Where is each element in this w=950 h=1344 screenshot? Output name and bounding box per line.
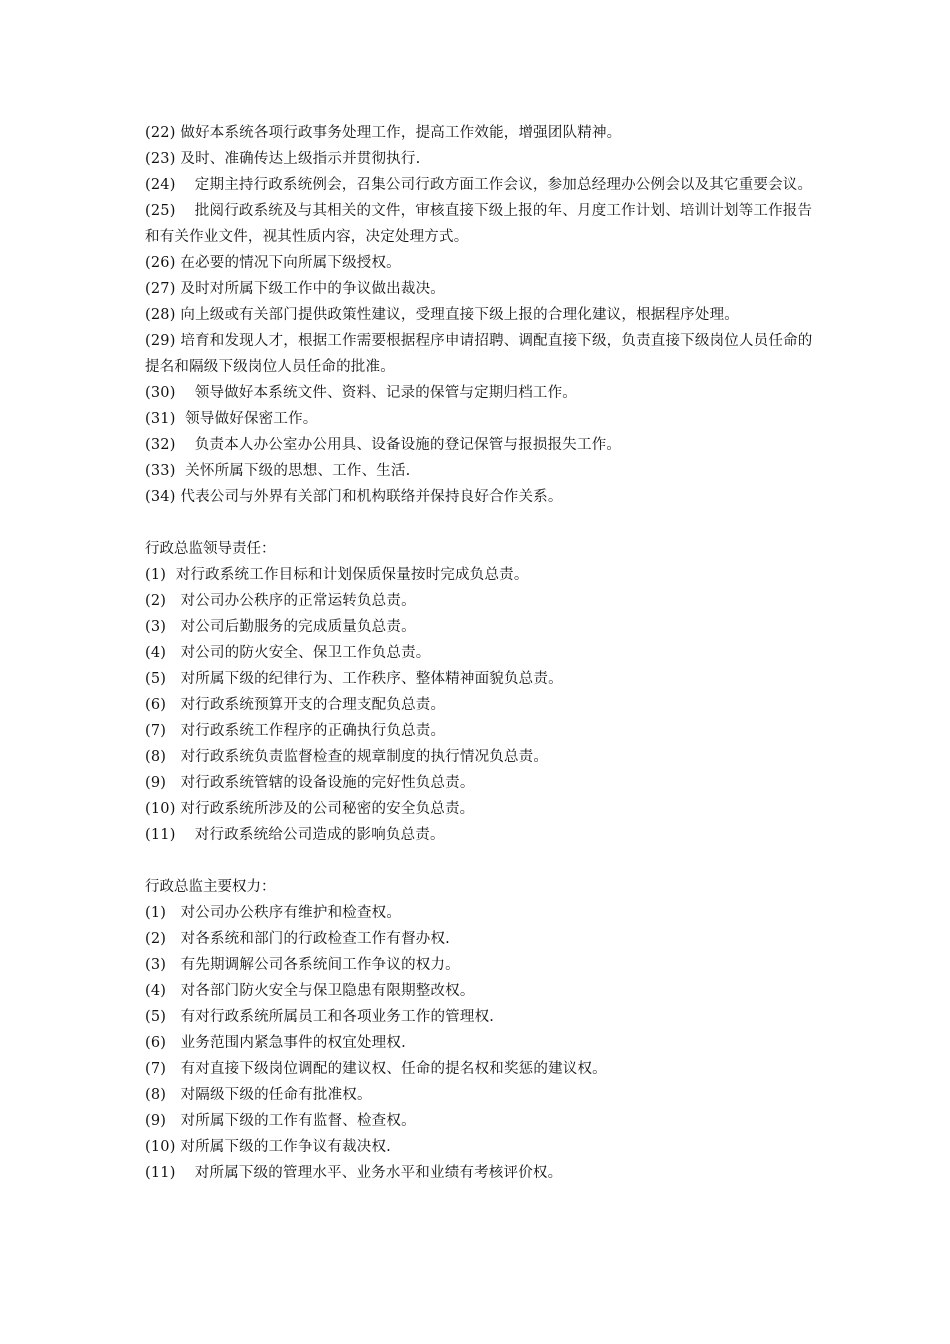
section-spacer <box>145 848 815 874</box>
list-item: (9) 对行政系统管辖的设备设施的完好性负总责。 <box>145 775 475 791</box>
list-item: (32) 负责本人办公室办公用具、设备设施的登记保管与报损报失工作。 <box>145 437 622 453</box>
list-item: (34) 代表公司与外界有关部门和机构联络并保持良好合作关系。 <box>145 489 563 505</box>
list-item: (11) 对所属下级的管理水平、业务水平和业绩有考核评价权。 <box>145 1165 563 1181</box>
document-page <box>145 120 815 1186</box>
list-item: (10) 对行政系统所涉及的公司秘密的安全负总责。 <box>145 801 475 817</box>
list-item: (27) 及时对所属下级工作中的争议做出裁决。 <box>145 281 445 297</box>
list-item: (31) 领导做好保密工作。 <box>145 411 318 427</box>
section-spacer <box>145 510 815 536</box>
list-item: (8) 对隔级下级的任命有批准权。 <box>145 1087 372 1103</box>
section-main-powers <box>145 874 815 1186</box>
list-item: (3) 对公司后勤服务的完成质量负总责。 <box>145 619 416 635</box>
list-item: (25) 批阅行政系统及与其相关的文件，审核直接下级上报的年、月度工作计划、培训计划等工作报告和有关作业文件，视其性质内容，决定处理方式。 <box>145 203 813 245</box>
list-item: (5) 有对行政系统所属员工和各项业务工作的管理权. <box>145 1009 495 1025</box>
list-item: (4) 对各部门防火安全与保卫隐患有限期整改权。 <box>145 983 475 999</box>
list-item: (2) 对公司办公秩序的正常运转负总责。 <box>145 593 416 609</box>
list-item: (2) 对各系统和部门的行政检查工作有督办权. <box>145 931 450 947</box>
list-item: (6) 业务范围内紧急事件的权宜处理权. <box>145 1035 406 1051</box>
list-item: (7) 对行政系统工作程序的正确执行负总责。 <box>145 723 446 739</box>
list-item: (26) 在必要的情况下向所属下级授权。 <box>145 255 401 271</box>
list-item: (22) 做好本系统各项行政事务处理工作，提高工作效能，增强团队精神。 <box>145 125 622 141</box>
list-item: (1) 对行政系统工作目标和计划保质保量按时完成负总责。 <box>145 567 529 583</box>
list-item: (8) 对行政系统负责监督检查的规章制度的执行情况负总责。 <box>145 749 549 765</box>
list-item: (7) 有对直接下级岗位调配的建议权、任命的提名权和奖惩的建议权。 <box>145 1061 607 1077</box>
section-heading: 行政总监领导责任： <box>145 541 276 557</box>
section-leadership-responsibility <box>145 536 815 848</box>
list-item: (33) 关怀所属下级的思想、工作、生活. <box>145 463 411 479</box>
section-heading: 行政总监主要权力： <box>145 879 276 895</box>
list-item: (6) 对行政系统预算开支的合理支配负总责。 <box>145 697 446 713</box>
section-duties-continued <box>145 120 815 510</box>
list-item: (11) 对行政系统给公司造成的影响负总责。 <box>145 827 445 843</box>
list-item: (29) 培育和发现人才，根据工作需要根据程序申请招聘、调配直接下级，负责直接下级岗位人员任命的提名和隔级下级岗位人员任命的批准。 <box>145 333 813 375</box>
list-item: (10) 对所属下级的工作争议有裁决权. <box>145 1139 391 1155</box>
list-item: (28) 向上级或有关部门提供政策性建议，受理直接下级上报的合理化建议，根据程序处理。 <box>145 307 739 323</box>
list-item: (3) 有先期调解公司各系统间工作争议的权力。 <box>145 957 460 973</box>
list-item: (4) 对公司的防火安全、保卫工作负总责。 <box>145 645 431 661</box>
list-item: (1) 对公司办公秩序有维护和检查权。 <box>145 905 402 921</box>
list-item: (24) 定期主持行政系统例会，召集公司行政方面工作会议，参加总经理办公例会以及其它重要会议。 <box>145 177 813 193</box>
list-item: (30) 领导做好本系统文件、资料、记录的保管与定期归档工作。 <box>145 385 577 401</box>
list-item: (23) 及时、准确传达上级指示并贯彻执行. <box>145 151 421 167</box>
list-item: (5) 对所属下级的纪律行为、工作秩序、整体精神面貌负总责。 <box>145 671 563 687</box>
list-item: (9) 对所属下级的工作有监督、检查权。 <box>145 1113 416 1129</box>
